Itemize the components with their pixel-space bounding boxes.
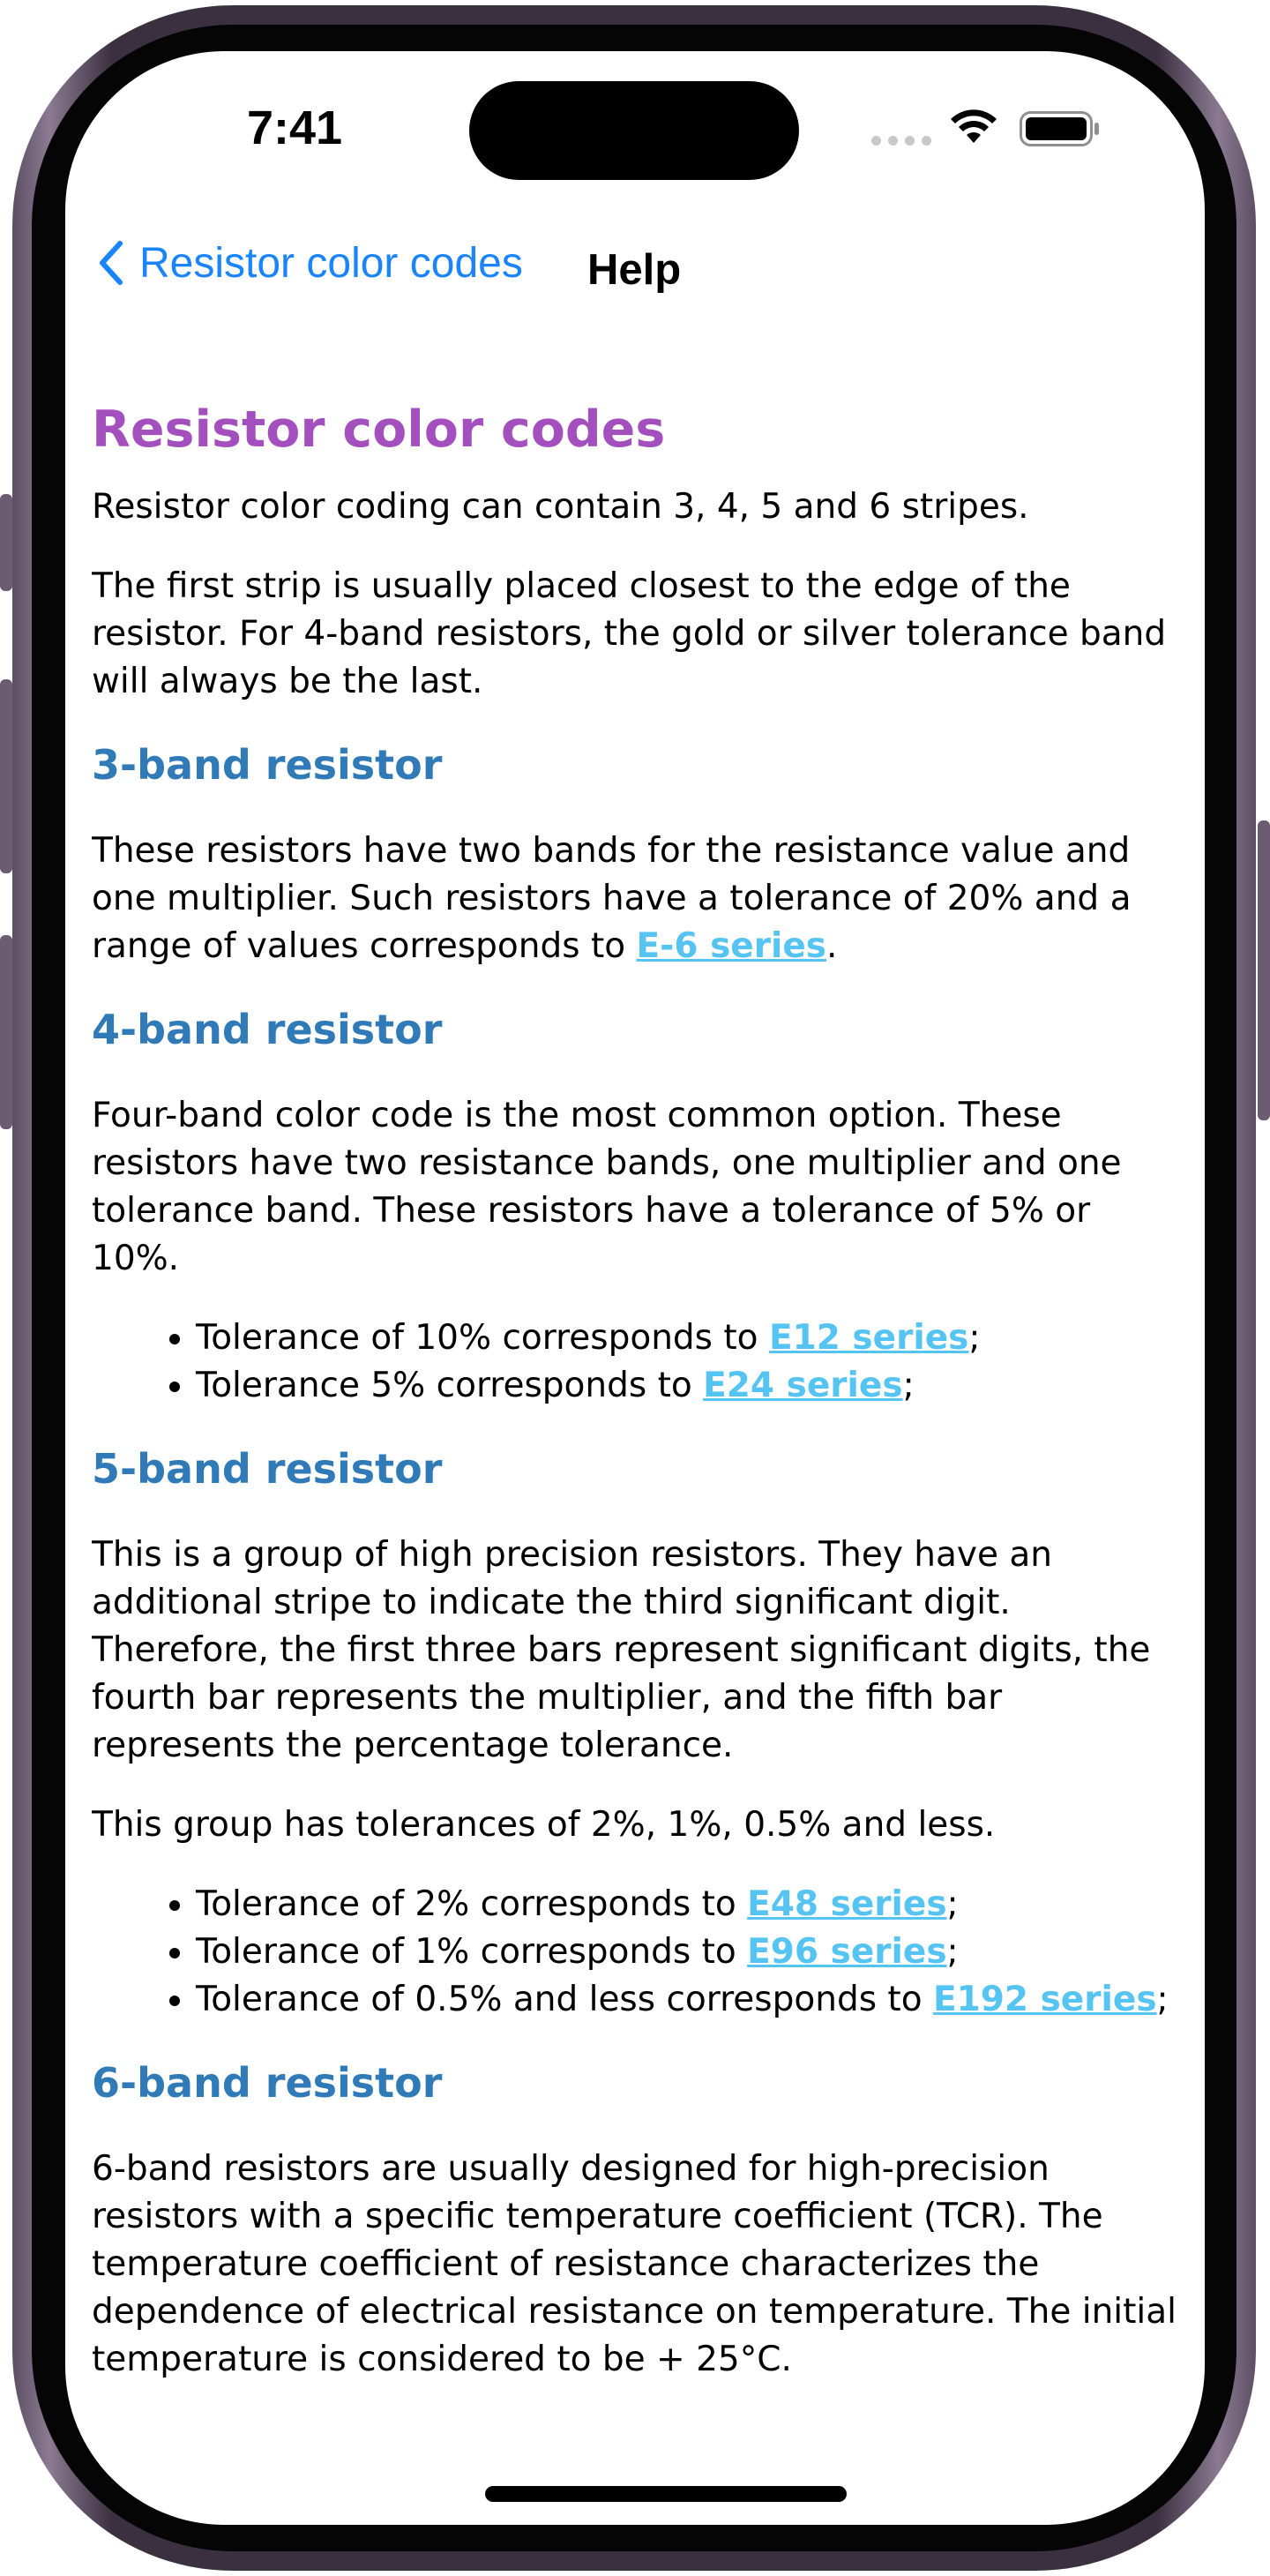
page-title: Resistor color codes [92,401,666,459]
e12-series-link[interactable]: E12 series [768,1318,969,1358]
section-4-band-paragraph: Four-band color code is the most common option. These resistors have two resistance bands, one multiplier and one tolerance band. These resistors have a tolerance of 5% or 10%. [92,1096,1122,1278]
bullet-list-4-band [92,1314,1185,1410]
power-button [1258,820,1270,1120]
battery-icon [1020,111,1101,146]
list-item [196,1362,1185,1410]
list-item [196,1314,1185,1362]
list-item-text: Tolerance 5% corresponds to [196,1366,704,1405]
section-5-band-paragraph-1: This is a group of high precision resistors. They have an additional stripe to indicate the third significant digit. Therefore, the first three bars represent significant digits, the fourth bar represents the multiplier, and the fifth bar represents the percentage tolerance. [92,1535,1151,1765]
status-time: 7:41 [246,101,343,154]
list-item-text: Tolerance of 10% corresponds to [196,1318,769,1358]
section-3-band-paragraph [92,827,1185,970]
screen [65,51,1205,2525]
back-button[interactable] [97,238,523,288]
list-item-tail: ; [946,1932,959,1972]
home-indicator[interactable] [485,2486,847,2502]
e48-series-link[interactable]: E48 series [747,1884,947,1924]
section-heading-4-band: 4-band resistor [92,1006,443,1053]
list-item [196,1976,1185,2024]
list-item [196,1928,1185,1976]
list-item-text: Tolerance of 0.5% and less corresponds to [196,1980,933,2019]
volume-up-button [0,679,12,873]
list-item-text: Tolerance of 1% corresponds to [196,1932,748,1972]
chevron-left-icon [97,238,125,288]
e24-series-link[interactable]: E24 series [703,1366,903,1405]
list-item-tail: ; [1156,1980,1169,2019]
nav-title: Help [587,246,682,294]
back-button-label: Resistor color codes [139,239,523,287]
navigation-bar [65,219,1205,316]
e96-series-link[interactable]: E96 series [747,1932,947,1972]
action-button [0,494,12,591]
dynamic-island [469,81,799,180]
section-heading-5-band: 5-band resistor [92,1445,443,1493]
paragraph-text: These resistors have two bands for the resistance value and one multiplier. Such resistors have a tolerance of 20% and a range of values corresponds to [92,831,1132,966]
paragraph-tail: . [826,926,838,966]
intro-paragraph-2: The first strip is usually placed closest to the edge of the resistor. For 4-band resistors, the gold or silver tolerance band will always be the last. [92,566,1167,701]
list-item-tail: ; [946,1884,959,1924]
section-5-band-paragraph-2: This group has tolerances of 2%, 1%, 0.5% and less. [92,1805,996,1845]
section-heading-6-band: 6-band resistor [92,2059,443,2107]
cellular-signal-icon [871,136,931,146]
list-item-tail: ; [968,1318,981,1358]
volume-down-button [0,935,12,1129]
list-item-tail: ; [902,1366,915,1405]
bullet-list-5-band [92,1881,1185,2024]
intro-paragraph-1: Resistor color coding can contain 3, 4, 5 and 6 stripes. [92,487,1029,527]
list-item [196,1881,1185,1928]
e192-series-link[interactable]: E192 series [932,1980,1157,2019]
e6-series-link[interactable]: E-6 series [636,926,827,966]
wifi-icon [949,108,998,146]
section-heading-3-band: 3-band resistor [92,741,443,789]
section-6-band-paragraph: 6-band resistors are usually designed for high-precision resistors with a specific temperature coefficient (TCR). The temperature coefficient of resistance characterizes the dependence of electrical resistance on temperature. The initial temperature is considered to be + 25°C. [92,2149,1177,2379]
list-item-text: Tolerance of 2% corresponds to [196,1884,748,1924]
help-content [92,316,1185,2470]
